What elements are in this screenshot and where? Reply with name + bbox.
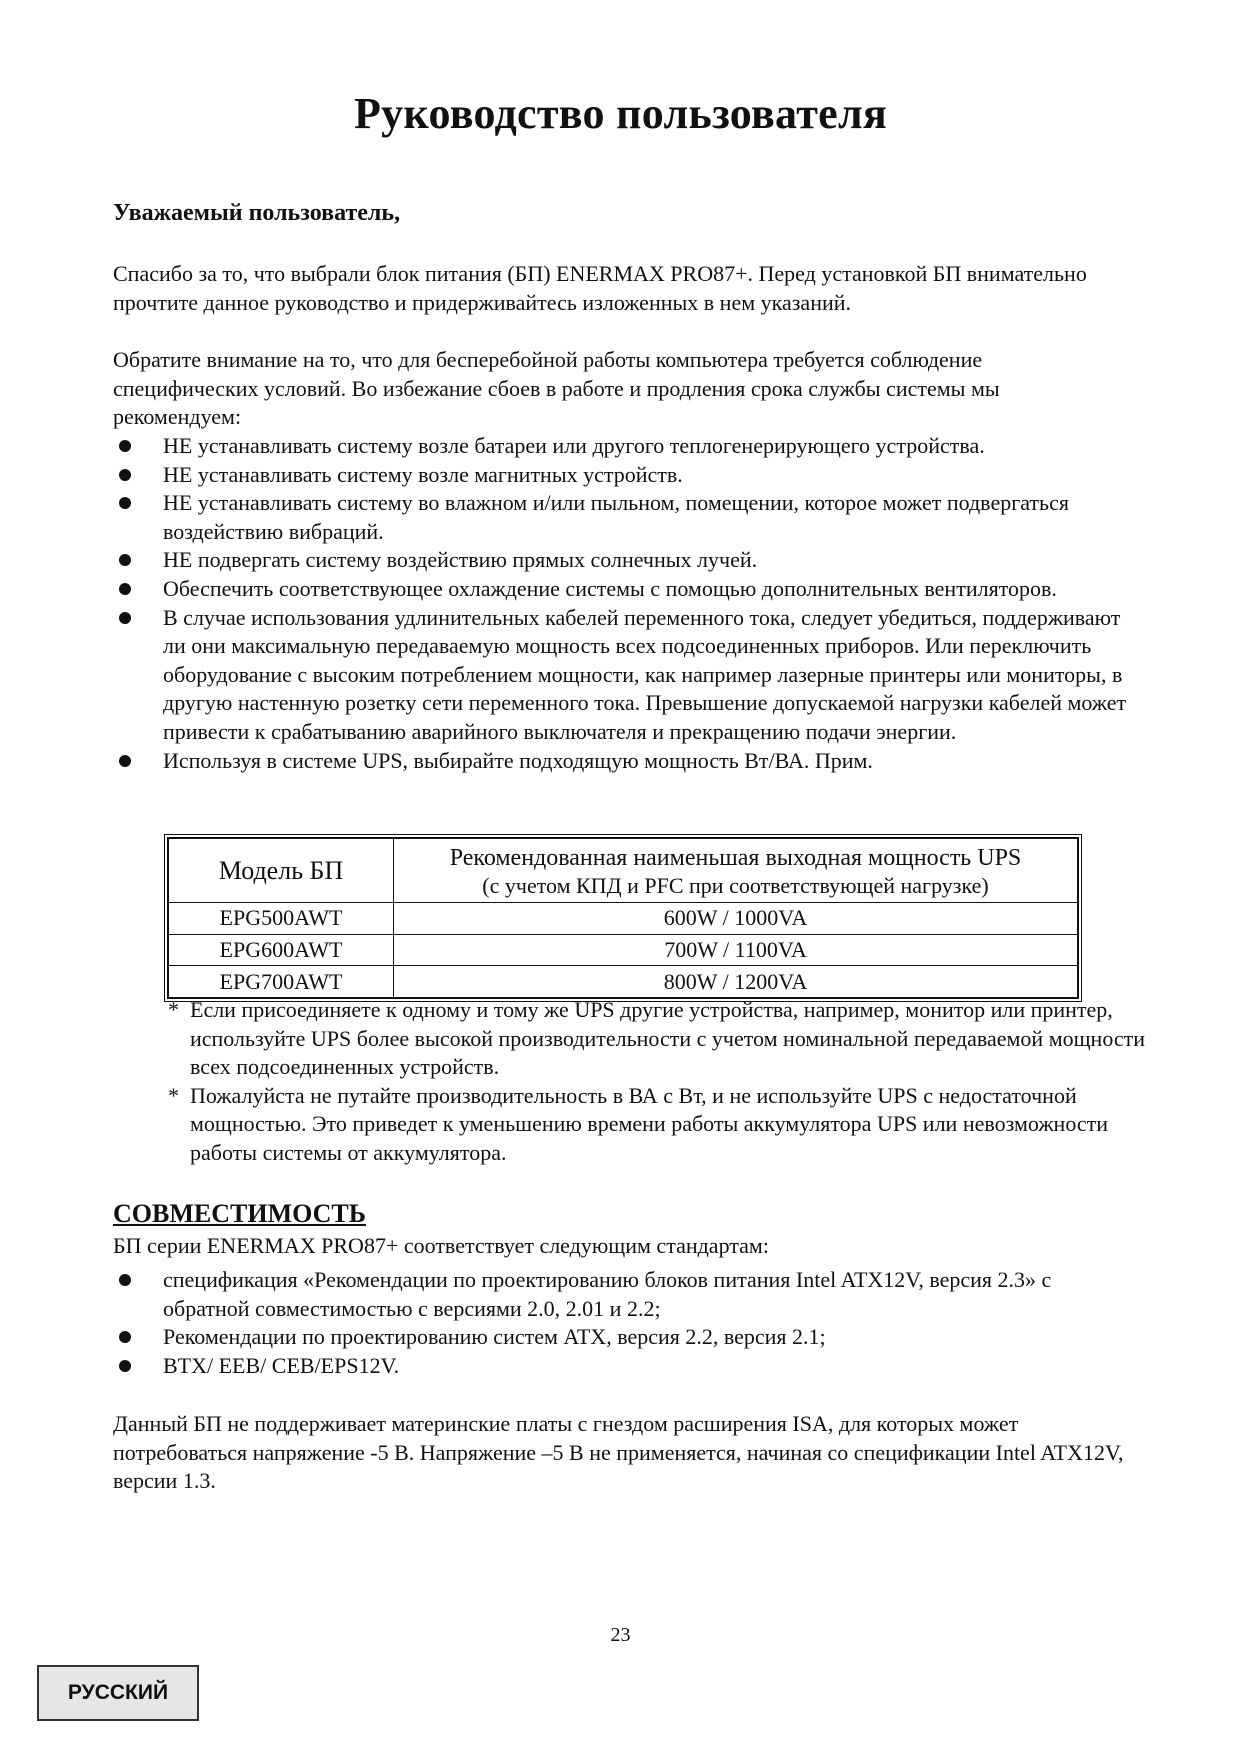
power-cell: 700W / 1100VA <box>394 934 1078 966</box>
header-power-note: (с учетом КПД и PFC при соответствующей нагрузке) <box>482 872 989 898</box>
list-item <box>113 432 1143 461</box>
model-cell: EPG600AWT <box>169 934 394 966</box>
list-item <box>113 604 1143 747</box>
bullet-icon <box>119 497 131 509</box>
note-asterisk: * <box>168 997 179 1022</box>
bullet-icon <box>119 440 131 452</box>
list-item-text: НЕ подвергать систему воздействию прямых солнечных лучей. <box>163 547 758 573</box>
note-text: Если присоединяете к одному и тому же UPS другие устройства, например, монитор или принтер, используйте UPS более высокой производительности с учетом номинальной передаваемой мощности всех подсоединенных устройств. <box>190 997 1146 1080</box>
list-item <box>113 1323 1143 1352</box>
table-header-row <box>169 839 1078 903</box>
list-item <box>113 575 1143 604</box>
note-item <box>166 1082 1156 1168</box>
compatibility-intro: БП серии ENERMAX PRO87+ соответствует следующим стандартам: <box>113 1233 769 1258</box>
table-row <box>169 903 1078 935</box>
bullet-icon <box>119 583 131 595</box>
note-asterisk: * <box>168 1082 179 1108</box>
header-power-title: Рекомендованная наименьшая выходная мощность UPS <box>449 844 1022 871</box>
compatibility-heading: СОВМЕСТИМОСТЬ <box>113 1199 366 1228</box>
greeting: Уважаемый пользователь, <box>113 200 401 226</box>
list-item <box>113 461 1143 490</box>
language-badge: РУССКИЙ <box>37 1665 199 1721</box>
model-cell: EPG700AWT <box>169 966 394 998</box>
list-item-text: спецификация «Рекомендации по проектированию блоков питания Intel ATX12V, версия 2.3» с обратной совместимостью с версиями 2.0, 2.01 и 2.2; <box>163 1267 1052 1321</box>
ups-table <box>164 834 1082 1002</box>
table-row <box>169 934 1078 966</box>
list-item <box>113 747 1143 776</box>
list-item-text: Обеспечить соответствующее охлаждение системы с помощью дополнительных вентиляторов. <box>163 575 1057 601</box>
list-item-text: Используя в системе UPS, выбирайте подходящую мощность Вт/ВА. Прим. <box>163 747 873 773</box>
page-title: Руководство пользователя <box>353 89 888 138</box>
model-cell: EPG500AWT <box>169 903 394 935</box>
list-item-text: BTX/ EEB/ CEB/EPS12V. <box>163 1352 400 1378</box>
list-item-text: НЕ устанавливать систему во влажном и/или пыльном, помещении, которое может подвергаться воздействию вибраций. <box>163 490 1069 544</box>
bullet-icon <box>119 755 131 767</box>
standards-list <box>113 1266 1143 1380</box>
intro-paragraph-2: Обратите внимание на то, что для бесперебойной работы компьютера требуется соблюдение специфических условий. Во избежание сбоев в работе и продления срока службы системы мы рекомендуем: <box>113 347 1000 430</box>
bullet-icon <box>119 1360 131 1372</box>
header-model: Модель БП <box>169 839 394 903</box>
power-cell: 800W / 1200VA <box>394 966 1078 998</box>
note-item <box>166 996 1156 1082</box>
page-number: 23 <box>610 1624 631 1646</box>
power-cell: 600W / 1000VA <box>394 903 1078 935</box>
intro-paragraph-1: Спасибо за то, что выбрали блок питания (БП) ENERMAX PRO87+. Перед установкой БП внимательно прочтите данное руководство и придерживайтесь изложенных в нем указаний. <box>113 261 1087 315</box>
bullet-icon <box>119 612 131 624</box>
header-power <box>394 839 1078 903</box>
note-text: Пожалуйста не путайте производительность в ВА с Вт, и не используйте UPS с недостаточной мощностью. Это приведет к уменьшению времени работы аккумулятора UPS или невозможности работы системы от аккумулятора. <box>190 1082 1109 1165</box>
recommendations-list <box>113 432 1143 775</box>
table-row <box>169 966 1078 998</box>
list-item-text: Рекомендации по проектированию систем ATX, версия 2.2, версия 2.1; <box>163 1324 826 1350</box>
list-item <box>113 489 1143 546</box>
bullet-icon <box>119 1274 131 1286</box>
bullet-icon <box>119 1331 131 1343</box>
bullet-icon <box>119 554 131 566</box>
list-item-text: В случае использования удлинительных кабелей переменного тока, следует убедиться, поддерживают ли они максимальную передаваемую мощность всех подсоединенных приборов. Или переключить оборудование с высоким потреблением мощности, как например лазерные принтеры или мониторы, в другую настенную розетку сети переменного тока. Превышение допускаемой нагрузки кабелей может привести к срабатыванию аварийного выключателя и прекращению подачи энергии. <box>163 604 1127 744</box>
bullet-icon <box>119 469 131 481</box>
list-item <box>113 1352 1143 1381</box>
list-item <box>113 546 1143 575</box>
list-item <box>113 1266 1143 1323</box>
ups-notes <box>166 996 1156 1168</box>
list-item-text: НЕ устанавливать систему возле магнитных устройств. <box>163 461 683 487</box>
list-item-text: НЕ устанавливать систему возле батареи или другого теплогенерирующего устройства. <box>163 433 985 458</box>
closing-paragraph: Данный БП не поддерживает материнские платы с гнездом расширения ISA, для которых может потребоваться напряжение -5 В. Напряжение –5 В не применяется, начиная со спецификации Intel ATX12V, версии 1.3. <box>113 1411 1124 1494</box>
